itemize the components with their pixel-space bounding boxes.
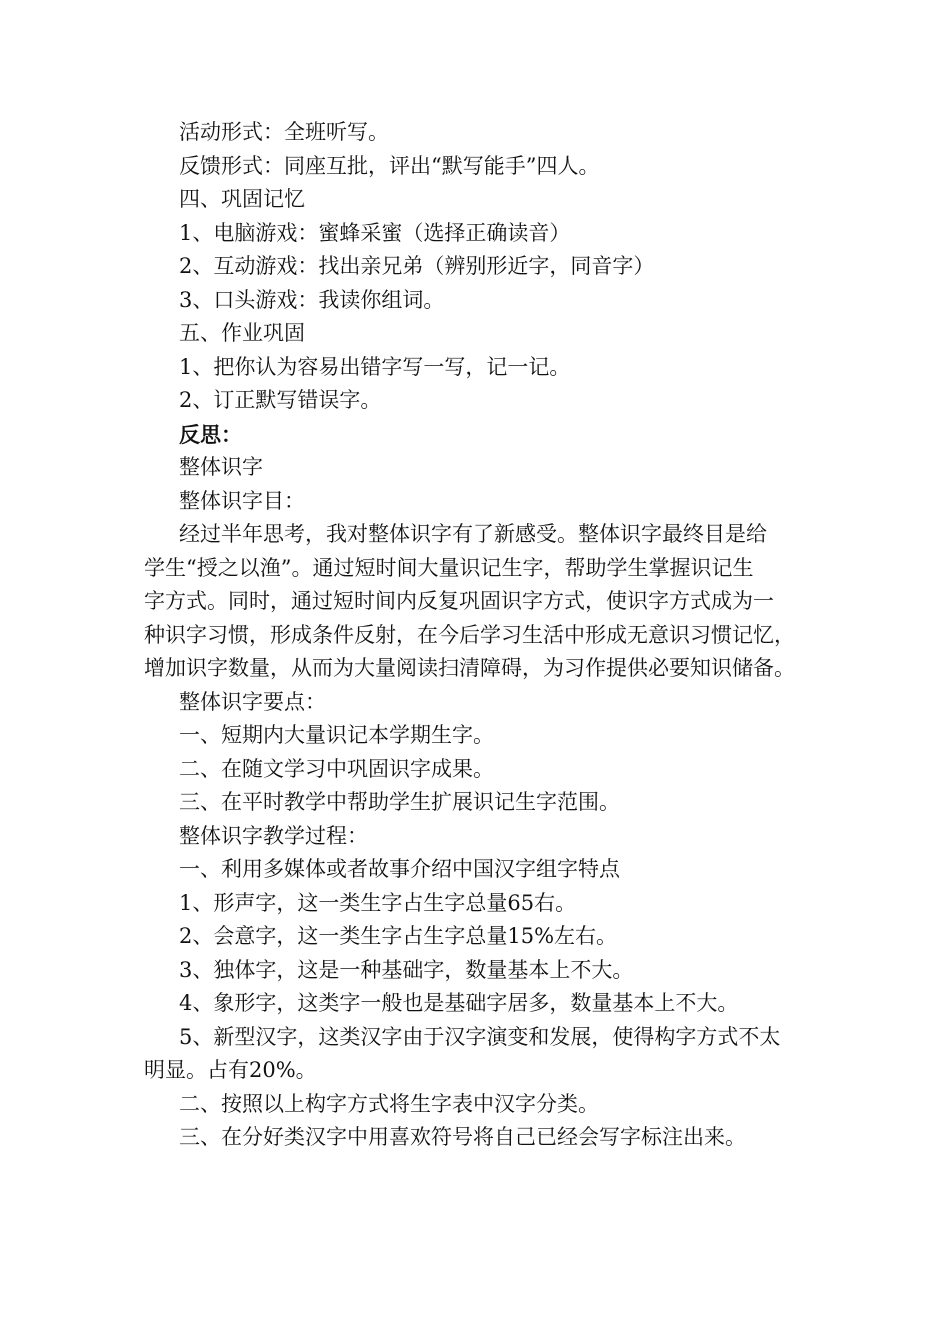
text-line: 种识字习惯，形成条件反射，在今后学习生活中形成无意识习惯记忆， [144, 622, 795, 647]
text-line: 5、新型汉字，这类汉字由于汉字演变和发展，使得构字方式不太 [179, 1024, 781, 1049]
text-line: 二、在随文学习中巩固识字成果。 [179, 756, 494, 781]
text-line: 2、会意字，这一类生字占生字总量15%左右。 [179, 924, 618, 948]
text-line: 整体识字目： [179, 488, 305, 513]
text-line: 整体识字 [179, 455, 263, 479]
text-line: 一、短期内大量识记本学期生字。 [179, 723, 494, 747]
text-line: 字方式。同时，通过短时间内反复巩固识字方式，使识字方式成为一 [144, 589, 774, 613]
text-line: 活动形式：全班听写。 [179, 120, 389, 144]
text-line: 1、形声字，这一类生字占生字总量65右。 [179, 890, 577, 915]
text-line: 整体识字要点： [179, 689, 326, 714]
text-line: 增加识字数量，从而为大量阅读扫清障碍，为习作提供必要知识储备。 [144, 656, 795, 680]
text-line: 明显。占有20%。 [144, 1058, 317, 1082]
text-line: 2、订正默写错误字。 [179, 388, 382, 412]
text-line: 3、独体字，这是一种基础字，数量基本上不大。 [179, 957, 634, 982]
text-line: 4、象形字，这类字一般也是基础字居多，数量基本上不大。 [179, 991, 739, 1015]
text-line: 三、在平时教学中帮助学生扩展识记生字范围。 [179, 790, 620, 814]
document-page [144, 116, 824, 1155]
text-line: 经过半年思考，我对整体识字有了新感受。整体识字最终目是给 [179, 522, 767, 546]
text-line: 三、在分好类汉字中用喜欢符号将自己已经会写字标注出来。 [179, 1125, 746, 1149]
section-heading: 反思： [179, 421, 242, 447]
text-line: 3、口头游戏：我读你组词。 [179, 287, 445, 312]
text-line: 五、作业巩固 [179, 321, 305, 345]
text-line: 1、把你认为容易出错字写一写，记一记。 [179, 354, 571, 379]
text-line: 整体识字教学过程： [179, 823, 368, 848]
text-line: 一、利用多媒体或者故事介绍中国汉字组字特点 [179, 857, 620, 881]
text-line: 2、互动游戏：找出亲兄弟（辨别形近字，同音字） [179, 254, 655, 278]
text-line: 四、巩固记忆 [179, 187, 305, 211]
text-line: 1、电脑游戏：蜜蜂采蜜（选择正确读音） [179, 220, 571, 245]
text-line: 二、按照以上构字方式将生字表中汉字分类。 [179, 1091, 599, 1116]
text-line: 反馈形式：同座互批，评出“默写能手”四人。 [179, 153, 600, 178]
text-line: 学生“授之以渔”。通过短时间大量识记生字，帮助学生掌握识记生 [144, 555, 754, 580]
